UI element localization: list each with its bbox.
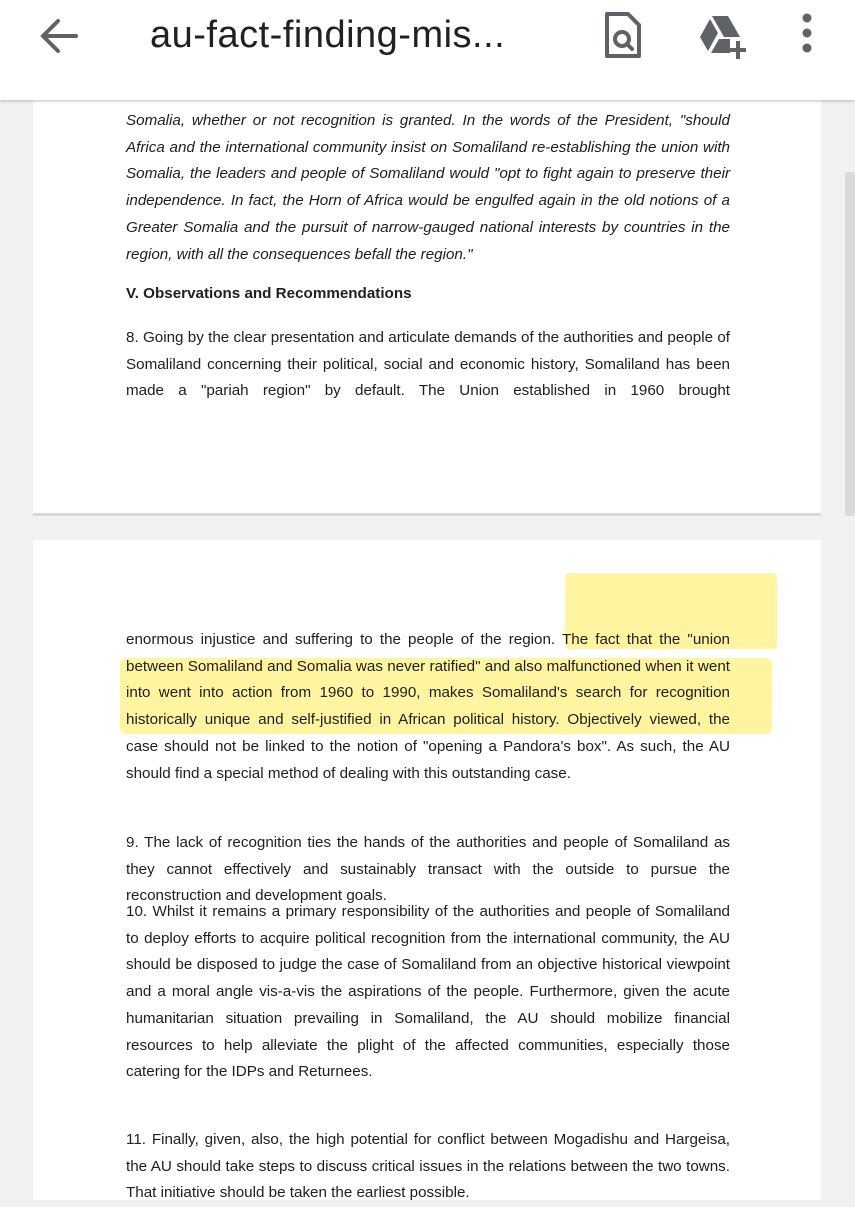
paragraph-8-start: 8. Going by the clear presentation and articulate demands of the authorities and people of Somaliland concerning their political, social and economic history, Somaliland has been made a "pariah region" by default. The Union established in 1960 brought — [126, 329, 730, 400]
page-separator — [33, 513, 821, 516]
paragraph-9: 9. The lack of recognition ties the hands of the authorities and people of Somaliland as they cannot effectively and sustainably transact with the outside to pursue the reconstruction and development goals. — [126, 834, 730, 905]
paragraph-11: 11. Finally, given, also, the high potential for conflict between Mogadishu and Hargeisa, the AU should take steps to discuss critical issues in the relations between the two towns. That initiative should be taken the earliest possible. — [126, 1131, 730, 1202]
drive-add-icon[interactable] — [696, 10, 746, 60]
scrollbar-thumb[interactable] — [845, 172, 855, 516]
president-quote-paragraph: Somalia, whether or not recognition is granted. In the words of the President, "should Africa and the international community insist on Somaliland re-establishing the union with Somalia, the leaders and people of Somaliland would "opt to fight again to preserve their independence. In fact, the Horn of Africa would be engulfed again in the old notions of a Greater Somalia and the pursuit of narrow-gauged national interests by countries in the region, with all the consequences befall the region." — [126, 112, 730, 263]
document-search-icon[interactable] — [598, 10, 648, 60]
document-title: au-fact-finding-mis... — [150, 14, 506, 56]
back-arrow-icon[interactable] — [36, 14, 80, 58]
app-toolbar — [0, 0, 855, 100]
more-vert-icon[interactable] — [792, 10, 822, 60]
paragraph-8-continued: enormous injustice and suffering to the people of the region. The fact that the "union between Somaliland and Somalia was never ratified" and also malfunctioned when it went into went into action from 1960 to 1990, makes Somaliland's search for recognition historically unique and self-justified in African political history. Objectively viewed, the case should not be linked to the notion of "opening a Pandora's box". As such, the AU should find a special method of dealing with this outstanding case. — [126, 631, 730, 782]
paragraph-10: 10. Whilst it remains a primary responsibility of the authorities and people of Somaliland to deploy efforts to acquire political recognition from the international community, the AU should be disposed to judge the case of Somaliland from an objective historical viewpoint and a moral angle vis-a-vis the aspirations of the people. Furthermore, given the acute humanitarian situation prevailing in Somaliland, the AU should mobilize financial resources to help alleviate the plight of the affected communities, especially those catering for the IDPs and Returnees. — [126, 903, 730, 1081]
section-heading: V. Observations and Recommendations — [126, 285, 412, 302]
